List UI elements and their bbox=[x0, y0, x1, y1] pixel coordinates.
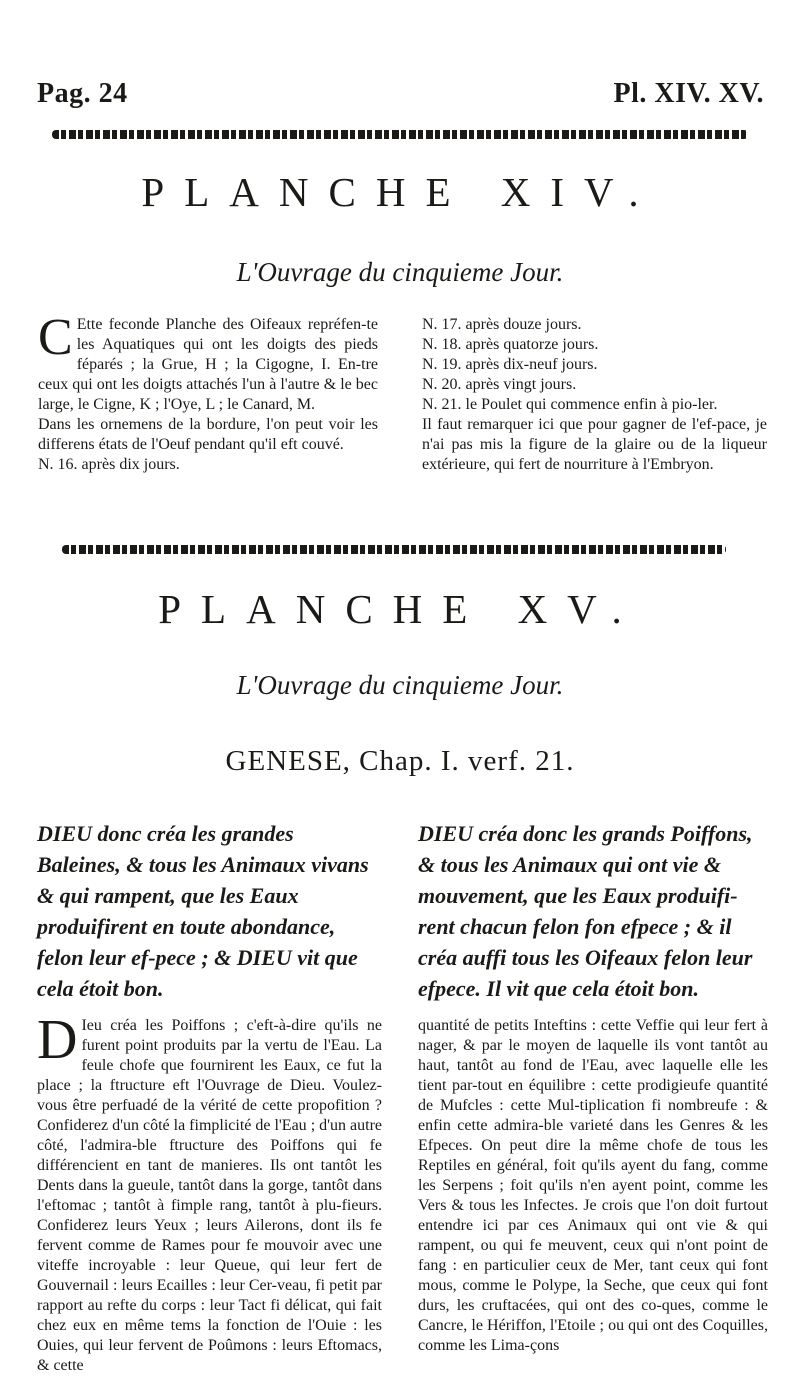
plate-xv-title: PLANCHE XV. bbox=[158, 586, 642, 632]
plate-xiv-note-20: N. 20. après vingt jours. bbox=[422, 376, 577, 393]
plate-xv-commentary-right: quantité de petits Inteftins : cette Veffie qui leur fert à nager, & par le moyen de laquelle ils vont tantôt au haut, tantôt au fond de l'Eau, avec laquelle elle les tient par-tout en équilibre : cette prodigieufe quantité de Mufcles : cette Mul-tiplication fi nombreufe : & enfin cette admira-ble varieté dans les Genres & les Efpeces. On peut dire la même chofe de tous les Reptiles en général, foit qu'ils ayent du fang, comme les Serpens ; foit qu'ils n'en ayent point, comme les Vers & tous les Infectes. Je crois que l'on doit furtout entendre ici par ces Animaux qui ont vie & qui rampent, ou qui fe meuvent, ceux qui n'ont point de fang : en particulier ceux de Mer, tant ceux qui font mous, comme le Polype, la Seche, que ceux qui font durs, les cruftacées, qui ont des co-ques, comme le Cancre, le Hériffon, l'Etoile ; ou qui ont des Coquilles, comme les Lima-çons bbox=[418, 1017, 768, 1354]
drop-cap: C bbox=[38, 309, 73, 366]
page-number: Pag. 24 bbox=[37, 78, 128, 109]
scripture-reference: GENESE, Chap. I. verf. 21. bbox=[225, 745, 575, 777]
ornament-band-top bbox=[52, 130, 748, 139]
plate-xiv-note-17: N. 17. après douze jours. bbox=[422, 316, 582, 333]
plate-xiv-note-19: N. 19. après dix-neuf jours. bbox=[422, 356, 598, 373]
drop-cap: D bbox=[37, 1009, 78, 1071]
plate-xiv-subtitle: L'Ouvrage du cinquieme Jour. bbox=[236, 257, 564, 287]
plate-xiv-note-18: N. 18. après quatorze jours. bbox=[422, 336, 599, 353]
plate-xiv-left-column bbox=[38, 309, 378, 475]
plate-xiv-remark: Il faut remarquer ici que pour gagner de l'ef-pace, je n'ai pas mis la figure de la glaire ou de la liqueur extérieure, qui fert de nourriture à l'Embryon. bbox=[422, 416, 767, 473]
scripture-verse-right: DIEU créa donc les grands Poiffons, & tous les Animaux qui ont vie & mouvement, que les Eaux produifi-rent chacun felon fon efpece ; & il créa auffi tous les Oifeaux felon leur efpece. Il vit que cela étoit bon. bbox=[418, 821, 753, 1001]
plate-xiv-note-21: N. 21. le Poulet qui commence enfin à pio-ler. bbox=[422, 396, 718, 413]
plate-xv-commentary-left: D Ieu créa les Poiffons ; c'eft-à-dire qu'ils ne furent point produits par la vertu de l'Eau. La feule chofe que fournirent les Eaux, ce fut la place ; la ftructure eft l'Ouvrage de Dieu. Voulez-vous être perfuadé de la vérité de cette propofition ? Confiderez d'un côté la fimplicité de l'Eau ; d'un autre côté, l'admira-ble ftructure des Poiffons qui fe différencient en tant de manieres. Ils ont tantôt les Dents dans la gueule, tantôt dans la gorge, tantôt dans l'eftomac ; tantôt à fimple rang, tantôt à plu-fieurs. Confiderez leurs Yeux ; leurs Ailerons, dont ils fe fervent comme de Rames pour fe mouvoir avec une viteffe incroyable : leur Queue, qui leur fert de Gouvernail : leurs Ecailles : leur Cer-veau, fi petit par rapport au refte du corps : leur Tact fi délicat, qui fait chez eux en même tems la fonction de l'Ouie : les Ouies, qui leur fervent de Poûmons : leurs Eftomacs, & cette bbox=[37, 1009, 382, 1374]
ornament-band-middle bbox=[62, 545, 726, 554]
plate-xiv-paragraph-2: Dans les ornemens de la bordure, l'on peut voir les differens états de l'Oeuf pendant qu'il eft couvé. bbox=[38, 416, 378, 453]
plate-xv-subtitle: L'Ouvrage du cinquieme Jour. bbox=[236, 670, 564, 700]
scripture-verse-left: DIEU donc créa les grandes Baleines, & tous les Animaux vivans & qui rampent, que les Eaux produifirent en toute abondance, felon leur ef-pece ; & DIEU vit que cela étoit bon. bbox=[37, 821, 369, 1001]
plate-xiv-title: PLANCHE XIV. bbox=[141, 169, 659, 215]
plate-xiv-right-column bbox=[422, 315, 767, 475]
plate-xiv-paragraph-1: C Ette feconde Planche des Oifeaux repréfen-te les Aquatiques qui ont les doigts des pieds féparés ; la Grue, H ; la Cigogne, I. En-tre ceux qui ont les doigts attachés l'un à l'autre & le bec large, le Cigne, K ; l'Oye, L ; le Canard, M. bbox=[38, 309, 378, 413]
plate-number: Pl. XIV. XV. bbox=[613, 78, 764, 109]
plate-xiv-note-16: N. 16. après dix jours. bbox=[38, 456, 180, 473]
